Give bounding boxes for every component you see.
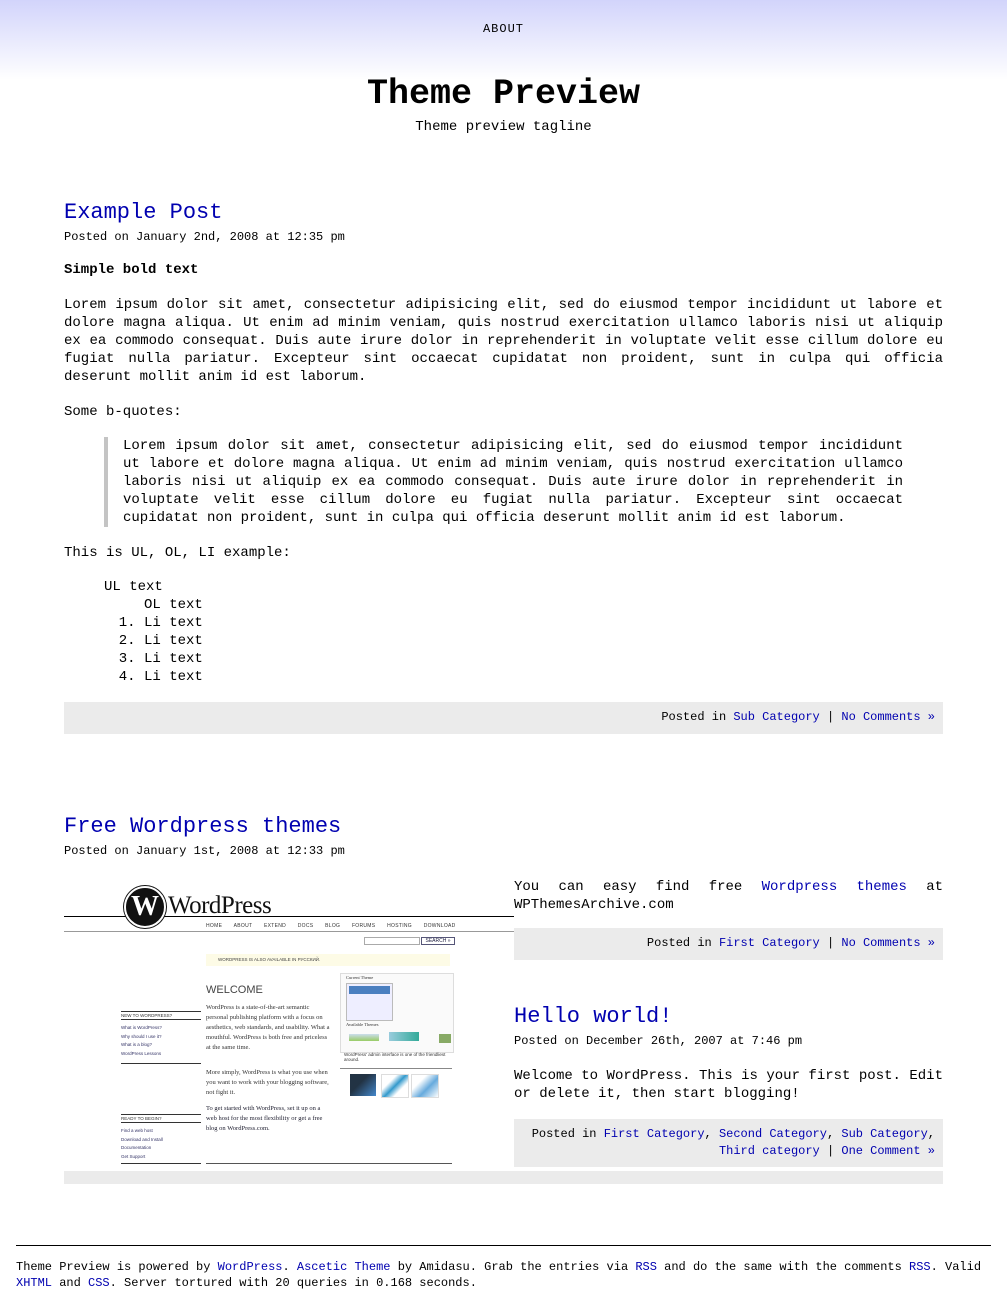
ul-text: UL text [104,579,163,595]
nav-item-about[interactable]: ABOUT [482,22,524,36]
category-link[interactable]: First Category [603,1127,705,1141]
category-link[interactable]: Sub Category [733,710,820,724]
wordpress-logo-text: WordPress [168,892,272,919]
header-gradient [0,0,1007,80]
comments-link[interactable]: No Comments » [841,710,935,724]
post-date: Posted on January 2nd, 2008 at 12:35 pm [64,230,345,244]
list-item: 4. Li text [144,668,943,686]
post-meta: Posted in First Category, Second Category, Sub Category, Third category | One Comment » [514,1119,943,1167]
bold-text: Simple bold text [64,262,199,278]
footer-comments-rss-link[interactable]: RSS [909,1260,931,1274]
content [64,198,943,1159]
footer-xhtml-link[interactable]: XHTML [16,1276,53,1290]
post-date: Posted on December 26th, 2007 at 7:46 pm [514,1034,803,1048]
footer-wordpress-link[interactable]: WordPress [217,1260,283,1274]
category-link[interactable]: Sub Category [841,1127,928,1141]
ol-text: OL text [144,597,203,613]
post-paragraph: Welcome to WordPress. This is your first post. Edit or delete it, then start blogging! [514,1068,943,1102]
post-paragraph: You can easy find free Wordpress themes at WPThemesArchive.com [514,879,943,913]
post-title-link[interactable]: Hello world! [514,1004,673,1029]
post-meta-band [64,1171,943,1184]
post-date: Posted on January 1st, 2008 at 12:33 pm [64,844,345,858]
category-link[interactable]: Third category [718,1144,820,1158]
footer-css-link[interactable]: CSS [88,1276,110,1290]
wordpress-screenshot[interactable] [64,878,514,1171]
footer-divider [16,1245,991,1246]
post-paragraph: Lorem ipsum dolor sit amet, consectetur adipisicing elit, sed do eiusmod tempor incididunt ut labore et dolore magna aliqua. Ut enim ad minim veniam, quis nostrud exercitation ullamco laboris nisi ut aliquip ex ea commodo consequat. Duis aute irure dolor in reprehenderit in voluptate velit esse cillum dolore eu fugiat nulla pariatur. Excepteur sint occaecat cupidatat non proident, sunt in culpa qui officia deserunt mollit anim id est laborum. [64,297,943,385]
comments-link[interactable]: One Comment » [841,1144,935,1158]
list-item: 1. Li text [144,614,943,632]
top-nav [0,22,1007,36]
post-title-link[interactable]: Example Post [64,200,223,225]
blockquote: Lorem ipsum dolor sit amet, consectetur adipisicing elit, sed do eiusmod tempor incididunt ut labore et dolore magna aliqua. Ut enim ad minim veniam, quis nostrud exercitation ullamco laboris nisi ut aliquip ex ea commodo consequat. Duis aute irure dolor in reprehenderit in voluptate velit esse cillum dolore eu fugiat nulla pariatur. Excepteur sint occaecat cupidatat non proident, sunt in culpa qui officia deserunt mollit anim id est laborum. [104,437,903,527]
post-example [64,198,943,734]
list-intro: This is UL, OL, LI example: [64,545,291,561]
post-meta: Posted in First Category | No Comments » [514,928,943,960]
category-link[interactable]: Second Category [718,1127,827,1141]
list-example [64,578,943,686]
post-hello-world [514,1002,943,1167]
wordpress-themes-link[interactable]: Wordpress themes [761,879,907,895]
comments-link[interactable]: No Comments » [841,936,935,950]
footer-rss-link[interactable]: RSS [635,1260,657,1274]
site-title[interactable]: Theme Preview [366,74,641,114]
wordpress-logo-icon: W [124,886,166,928]
list-item: 3. Li text [144,650,943,668]
bquote-intro: Some b-quotes: [64,404,182,420]
post-meta: Posted in Sub Category | No Comments » [64,702,943,734]
list-item: 2. Li text [144,632,943,650]
footer: Theme Preview is powered by WordPress. Ascetic Theme by Amidasu. Grab the entries via RSS and do the same with the comments RSS. Valid XHTML and CSS. Server tortured with 20 queries in 0.168 seconds. [16,1260,982,1290]
post-title-link[interactable]: Free Wordpress themes [64,814,342,839]
site-tagline: Theme preview tagline [415,119,592,135]
wordpress-screenshot-image: W WordPress HOME ABOUT EXTEND DOCS BLOG FORUMS HOSTING DOWNLOAD SEARCH » WORDPRESS IS ALSO AVAILABLE IN РУССКИЙ. WELCOME WordPress is a state-of-the-art semantic personal publishing platform with a focus on aesthetics, web standards, and usability. What a mouthful. WordPress is both free and priceless at the same time. More simply, WordPress is what you use when you want to work with your blogging software, not fight it. To get started with WordPress, set it up on a web host for the most flexibility or get a free blog on WordPress.com. NEW TO WORDPRESS? What is WordPress? Why should I use it? What is a blog? WordPress Lessons READY TO BEGIN? Find a web host Download and Install Documentation Get Support Current Theme Available Themes WordPress' admin interface is one of the friendliest around. [64,878,514,1171]
footer-theme-link[interactable]: Ascetic Theme [296,1260,391,1274]
category-link[interactable]: First Category [718,936,820,950]
